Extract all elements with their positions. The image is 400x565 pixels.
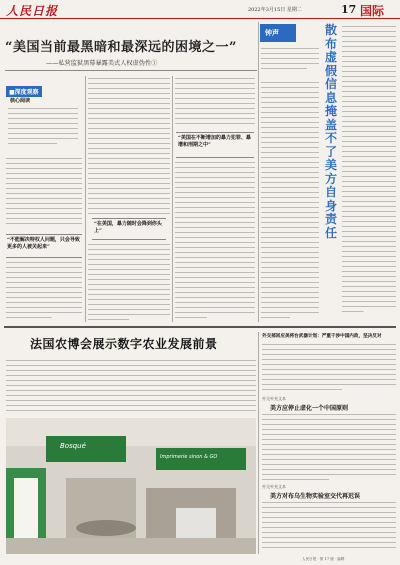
left-body-text-1 [6, 156, 82, 230]
newspaper-logo: 人民日报 [6, 4, 59, 18]
brief-3-headline: 美方对布乌生物实验室交代再迟误 [270, 493, 361, 500]
masthead [0, 0, 400, 19]
right-body-text-2 [175, 160, 255, 322]
brief-2-headline: 美方应停止虚化一个中国原则 [270, 405, 349, 412]
lead-headline: “美国当前最黑暗和最深远的困境之一” [5, 40, 237, 55]
commentary-intro [261, 46, 319, 74]
left-body-text-2 [6, 260, 82, 322]
zhongsheng-tag: 钟声 [265, 28, 279, 37]
depth-box-label: ■深度观察 [6, 86, 42, 97]
headline-rule [5, 70, 257, 71]
brief-2-label: 外交补充文本 [262, 396, 286, 401]
page-number: 17 [341, 3, 357, 16]
right-pull-quote: “美国在不断增加的暴力犯罪、暴增和刑期之中” [178, 135, 251, 148]
core-reading-kicker: 核心阅读 [10, 98, 31, 104]
second-article-text [6, 358, 256, 416]
shop-sign-text: Bosqué [60, 442, 86, 450]
brief-1-text [262, 342, 396, 392]
brief-3-label: 外交补充文本 [262, 484, 286, 489]
right-pull-quote-box [176, 132, 254, 158]
market-photo-illustration [6, 418, 256, 554]
column-divider-2 [172, 76, 173, 322]
middle-pull-quote: “在美国，暴力随时会降到你头上” [94, 221, 162, 234]
second-article-headline: 法国农博会展示数字农业发展前景 [30, 337, 218, 351]
left-pull-quote-box [6, 234, 82, 258]
brief-1-headline: 外交部回应美将台武器计划：严重干涉中国内政，坚决反对 [262, 334, 382, 339]
middle-body-text-2 [88, 242, 170, 322]
issue-date: 2022年3月15日 星期二 [248, 7, 302, 13]
brief-2-text [262, 412, 396, 480]
column-divider-4 [258, 332, 259, 554]
commentary-body-1 [261, 80, 319, 322]
right-body-text-1 [175, 76, 255, 128]
horizontal-divider [4, 326, 396, 328]
lead-subhead: ——私营监狱黑幕暴露美式人权虚伪性① [46, 60, 158, 67]
column-divider-3 [258, 22, 259, 322]
commentary-body-2 [342, 24, 396, 322]
commentary-vertical-title: 散布虚假信息掩盖不了美方自身责任 [324, 23, 337, 240]
middle-body-text-1 [88, 76, 170, 216]
brief-3-text [262, 500, 396, 552]
section-name: 国际 [360, 4, 385, 18]
column-divider-1 [85, 76, 86, 322]
shop-sign-text-2: Imprimerie sinon & GO [160, 454, 218, 460]
zhongsheng-tag-box [260, 24, 296, 42]
middle-pull-quote-box [92, 218, 166, 240]
market-photo [6, 418, 256, 554]
left-pull-quote: “不能解决特权人问题，只会导致更多的人被关起来” [7, 237, 80, 250]
core-reading-text [8, 106, 78, 152]
page-footer: 人民日报 · 第 17 版 · 编辑 [302, 557, 345, 561]
